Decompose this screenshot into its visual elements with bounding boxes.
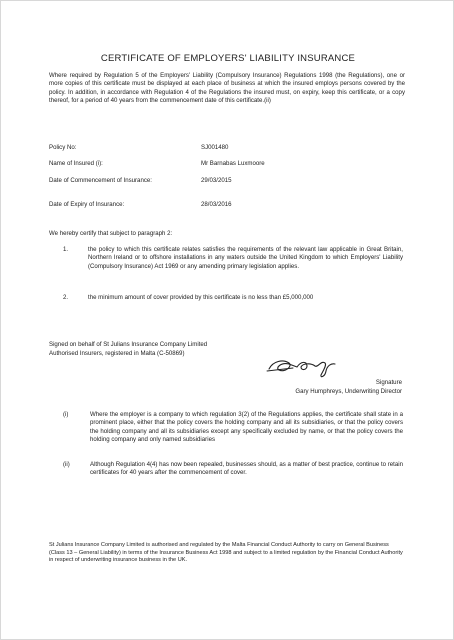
clause-number: 2. xyxy=(63,294,69,301)
clause-number: 1. xyxy=(63,246,69,253)
handwritten-signature xyxy=(263,351,343,381)
note-marker: (i) xyxy=(63,411,69,418)
note-text: Although Regulation 4(4) has now been repealed, businesses should, as a matter of best practice, continue to retain certificates for 40 years after the commencement of cover. xyxy=(90,461,404,477)
note-text: Where the employer is a company to which regulation 3(2) of the Regulations applies, the certificate shall state in a prominent place, either that the policy covers the holding company and all its subsidiaries, or that the policy covers the holding company and all its subsidiaries except any specifically excluded by name, or that the policy covers the holding company and only named subsidiaries xyxy=(90,411,403,443)
signed-on-behalf: Signed on behalf of St Julians Insurance Company Limited xyxy=(49,341,208,348)
policy-value: SJ001480 xyxy=(201,144,229,151)
expiry-value: 28/03/2016 xyxy=(201,201,232,208)
clause-text: the minimum amount of cover provided by this certificate is no less than £5,000,000 xyxy=(88,294,314,301)
authorised-insurers: Authorised Insurers, registered in Malta (C-50869) xyxy=(49,350,185,357)
expiry-label: Date of Expiry of Insurance: xyxy=(49,201,125,208)
intro-paragraph: Where required by Regulation 5 of the Employers' Liability (Compulsory Insurance) Regulations 1998 (the Regulations), one or more copies of this certificate must be displayed at each place of business at which the insured employs persons covered by the policy. In addition, in accordance with Regulation 4 of the Regulations the insured must, on expiry, keep this certificate, or a copy thereof, for a period of 40 years from the commencement date of this certificate.(ii) xyxy=(49,72,405,104)
clause-text: the policy to which this certificate relates satisfies the requirements of the relevant law applicable in Great Britain, Northern Ireland or to offshore installations in any waters outside the United Kingdom to which Employers' Liability (Compulsory Insurance) Act 1969 or any amending primary legislation applies. xyxy=(88,246,403,270)
regulatory-footer: St Julians Insurance Company Limited is authorised and regulated by the Malta Financial Conduct Authority to carry on General Business (Class 13 – General Liability) in terms of the Insurance Business Act 1998 and subject to a limited regulation by the Financial Conduct Authority in respect of underwriting insurance business in the UK. xyxy=(49,542,403,564)
insured-label: Name of Insured (i): xyxy=(49,160,103,167)
insured-value: Mr Barnabas Luxmoore xyxy=(201,160,265,167)
signature-caption: Signature xyxy=(375,379,402,386)
document-title: CERTIFICATE OF EMPLOYERS' LIABILITY INSURANCE xyxy=(100,53,356,64)
policy-label: Policy No: xyxy=(49,144,77,151)
certify-statement: We hereby certify that subject to paragraph 2: xyxy=(49,230,173,237)
commencement-label: Date of Commencement of Insurance: xyxy=(49,177,152,184)
signatory-name: Gary Humphreys, Underwriting Director xyxy=(295,388,402,395)
commencement-value: 29/03/2015 xyxy=(201,177,232,184)
note-marker: (ii) xyxy=(63,461,70,468)
